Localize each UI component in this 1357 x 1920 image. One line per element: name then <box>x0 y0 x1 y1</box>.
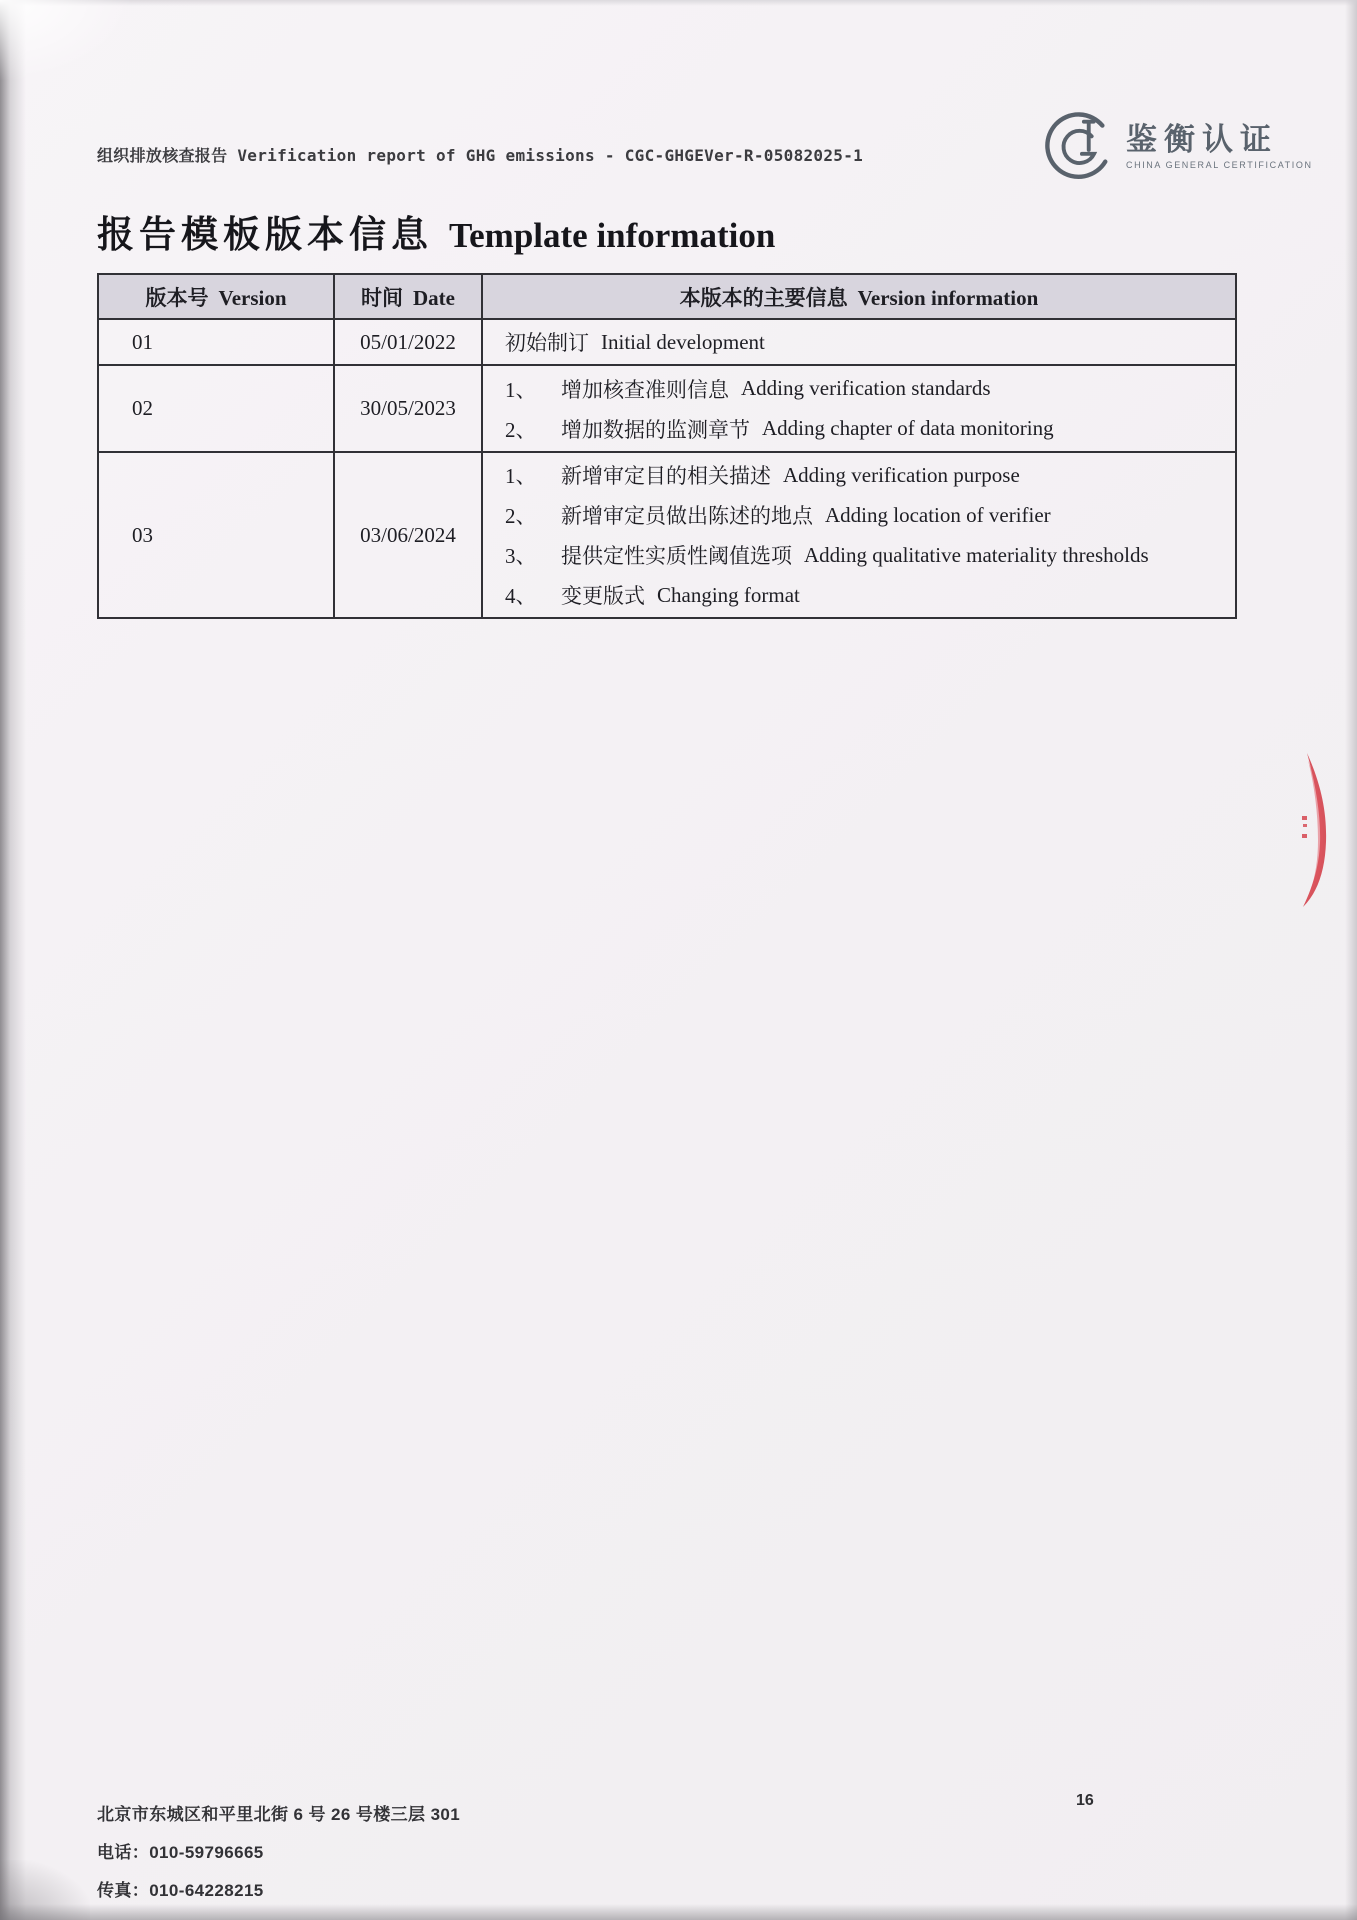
cell-version: 03 <box>98 452 334 618</box>
item-number: 2、 <box>505 417 537 442</box>
item-text-zh: 变更版式 <box>561 585 645 608</box>
item-number: 1、 <box>505 377 537 402</box>
cell-date: 03/06/2024 <box>334 452 482 618</box>
cell-date: 30/05/2023 <box>334 365 482 452</box>
page-title-zh: 报告模板版本信息 <box>97 214 433 255</box>
table-header-row <box>98 274 1236 319</box>
table-row-version-01 <box>98 319 1236 365</box>
item-text-zh: 新增审定员做出陈述的地点 <box>561 505 813 528</box>
item-text-zh: 初始制订 <box>505 332 589 355</box>
info-item <box>505 322 1229 362</box>
col-header-date <box>334 274 482 319</box>
scan-corner-shadow <box>0 1860 90 1920</box>
item-text-zh: 增加核查准则信息 <box>561 378 729 402</box>
scan-corner-highlight <box>0 0 130 80</box>
footer-fax-label: 传真： <box>97 1881 150 1900</box>
item-number: 3、 <box>505 544 537 568</box>
page-title <box>97 204 775 258</box>
footer-phone <box>97 1838 264 1863</box>
item-text-zh: 新增审定目的相关描述 <box>561 465 771 488</box>
item-text-en: Adding verification standards <box>741 376 991 400</box>
cgc-logo <box>1042 110 1313 184</box>
item-text-en: Adding location of verifier <box>825 502 1051 527</box>
col-header-info <box>482 274 1236 319</box>
template-version-table <box>97 273 1237 619</box>
footer-phone-label: 电话： <box>97 1843 150 1862</box>
item-text-en: Adding verification purpose <box>783 462 1020 487</box>
page-title-en: Template information <box>449 216 776 255</box>
item-text-zh: 提供定性实质性阈值选项 <box>561 545 792 568</box>
footer-phone-number: 010-59796665 <box>149 1843 264 1862</box>
cgc-monogram-icon <box>1042 110 1116 184</box>
col-header-date-en: Date <box>413 285 455 310</box>
info-item <box>505 495 1229 535</box>
col-header-version-zh: 版本号 <box>145 286 209 310</box>
item-text-en: Changing format <box>657 582 800 607</box>
col-header-info-en: Version information <box>857 285 1039 310</box>
info-item <box>505 575 1229 615</box>
footer-address: 北京市东城区和平里北街 6 号 26 号楼三层 301 <box>97 1805 461 1824</box>
item-text-en: Initial development <box>601 329 765 354</box>
scan-edge-left <box>0 0 26 1920</box>
scan-edge-top <box>0 0 1357 6</box>
item-number: 1、 <box>505 464 537 488</box>
cell-info <box>482 452 1236 618</box>
item-text-en: Adding qualitative materiality thresholds <box>804 542 1149 567</box>
item-text-zh: 增加数据的监测章节 <box>561 418 750 442</box>
footer-fax-number: 010-64228215 <box>149 1881 264 1900</box>
logo-name-en: CHINA GENERAL CERTIFICATION <box>1126 160 1313 171</box>
footer-fax <box>97 1876 264 1901</box>
page-number: 16 <box>1076 1792 1094 1809</box>
cell-info <box>482 319 1236 365</box>
cell-version: 01 <box>98 319 334 365</box>
item-number: 2、 <box>505 504 537 528</box>
info-item <box>505 409 1229 449</box>
scan-edge-bottom <box>0 1904 1357 1920</box>
item-text-en: Adding chapter of data monitoring <box>762 416 1054 440</box>
cell-date: 05/01/2022 <box>334 319 482 365</box>
logo-name-zh: 鉴衡认证 <box>1126 121 1278 157</box>
logo-text <box>1126 121 1313 171</box>
red-stamp-mark <box>1294 750 1334 910</box>
document-reference-header: 组织排放核查报告 Verification report of GHG emissions - CGC-GHGEVer-R-05082025-1 <box>97 146 864 165</box>
info-item <box>505 535 1229 575</box>
table-row-version-03 <box>98 452 1236 618</box>
col-header-date-zh: 时间 <box>361 286 403 310</box>
item-number: 4、 <box>505 584 537 608</box>
col-header-info-zh: 本版本的主要信息 <box>679 286 848 310</box>
info-item <box>505 369 1229 409</box>
col-header-version <box>98 274 334 319</box>
info-item <box>505 455 1229 495</box>
scan-edge-right <box>1345 0 1357 1920</box>
table-row-version-02 <box>98 365 1236 452</box>
col-header-version-en: Version <box>218 285 287 310</box>
cell-version: 02 <box>98 365 334 452</box>
cell-info <box>482 365 1236 452</box>
